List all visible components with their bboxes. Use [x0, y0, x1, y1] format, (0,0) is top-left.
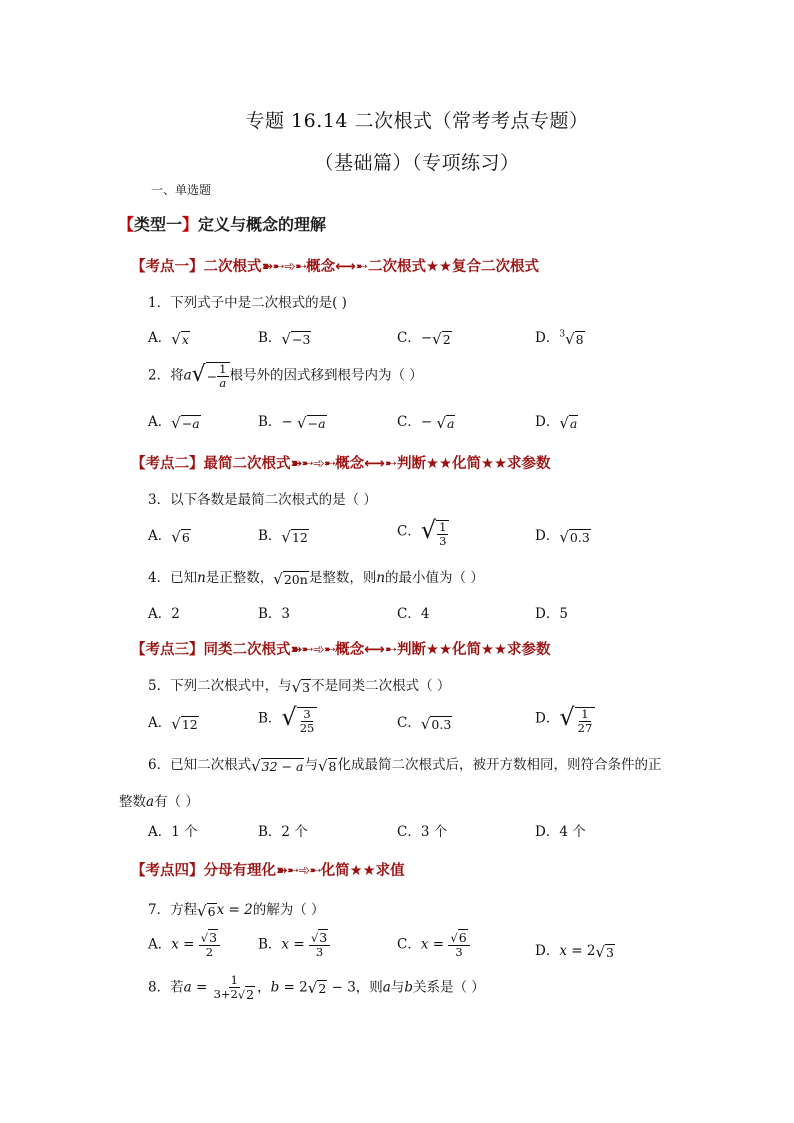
type-label: 类型一	[134, 215, 183, 234]
radical: √−3	[281, 329, 311, 348]
arrow-icon: ➽➸➾➸	[261, 259, 307, 275]
kaodian-4-heading	[131, 859, 405, 880]
q1-option-d: D．$^3$√8	[535, 329, 584, 348]
kaodian-1-heading	[131, 255, 539, 276]
radical: √x	[171, 329, 189, 348]
q5-option-a: A．√12	[148, 714, 198, 733]
kaodian-text: 化简★★求值	[320, 863, 405, 879]
radical: √3	[291, 677, 311, 696]
kaodian-text: 概念⟷➸二次根式★★复合二次根式	[306, 259, 540, 275]
q2-option-c: C．− √a	[397, 413, 455, 432]
question-6-stem-line2: 整数a有（ ）	[119, 794, 199, 810]
type-text: 定义与概念的理解	[198, 215, 327, 234]
question-4-stem: 4．已知n是正整数，√20n是整数，则n的最小值为（ ）	[148, 569, 484, 588]
question-5-stem: 5．下列二次根式中，与√3不是同类二次根式（ ）	[148, 677, 451, 696]
q5-option-d: D．√ $\frac{1}{27}$	[535, 703, 595, 735]
q7-option-c: C．x = $\frac{√6}{3}$	[397, 931, 470, 959]
kaodian-text: 概念⟷➸判断★★化简★★求参数	[335, 642, 551, 658]
radical: √a	[436, 413, 455, 432]
q6-option-d: D．4 个	[535, 824, 586, 840]
radical: √8	[565, 329, 584, 348]
q3-option-a: A．√6	[148, 527, 190, 546]
q2-option-a: A．√−a	[148, 413, 200, 432]
radical: √6	[197, 901, 216, 920]
radical: √6	[171, 527, 190, 546]
radical: √−a	[171, 413, 200, 432]
radical: √0.3	[420, 714, 452, 733]
kaodian-text: 概念⟷➸判断★★化简★★求参数	[335, 456, 551, 472]
radical: √12	[281, 527, 308, 546]
question-7-stem: 7．方程√6x = 2的解为（ ）	[148, 901, 325, 920]
radical: √3	[595, 942, 614, 961]
q5-option-b: B．√ $\frac{3}{25}$	[258, 703, 317, 735]
section-heading: 一、单选题	[151, 183, 212, 197]
radical: √8	[317, 756, 337, 775]
arrow-icon: ➽➸➾➸	[290, 456, 336, 472]
q3-option-c: C．√ $\frac{1}{3}$	[397, 516, 449, 548]
q1-option-c: C．−√2	[397, 329, 451, 348]
q6-option-b: B．2 个	[258, 824, 308, 840]
q7-option-d: D．x = 2√3	[535, 942, 614, 961]
kaodian-2-heading	[131, 452, 551, 473]
q2-option-d: D．√a	[535, 413, 578, 432]
q3-option-b: B．√12	[258, 527, 308, 546]
radical: √−a	[297, 413, 326, 432]
question-3-stem: 3．以下各数是最简二次根式的是（ ）	[148, 492, 377, 508]
q1-option-b: B．√−3	[258, 329, 311, 348]
type-heading	[118, 212, 326, 235]
q5-option-c: C．√0.3	[397, 714, 452, 733]
question-6-stem: 6．已知二次根式√32 − a与√8化成最简二次根式后，被开方数相同，则符合条件的正	[148, 756, 662, 775]
question-1-stem: 1．下列式子中是二次根式的是( )	[148, 295, 347, 311]
kaodian-tag: 【考点四】分母有理化	[131, 863, 276, 879]
q1-option-a: A．√x	[148, 329, 189, 348]
radical: √32 − a	[251, 756, 304, 775]
radical: √0.3	[559, 527, 590, 546]
page-subtitle: （基础篇）（专项练习）	[314, 152, 520, 174]
q7-option-a: A．x = $\frac{√3}{2}$	[148, 931, 220, 959]
radical: √ $\frac{1}{3}$	[421, 516, 450, 548]
question-8-stem: 8．若a = $\frac{1}{3+2√2}$ ，b = 2√2 − 3，则a与b关系是（ ）	[148, 973, 485, 1002]
radical: √a	[559, 413, 578, 432]
radical: √2	[307, 979, 327, 997]
q4-option-a: A．2	[148, 606, 180, 622]
question-2-stem: 2．将a√ − $\frac{1}{a}$ 根号外的因式移到根号内为（ ）	[148, 362, 423, 390]
q6-option-c: C．3 个	[397, 824, 448, 840]
q4-option-c: C．4	[397, 606, 430, 622]
q2-option-b: B．− √−a	[258, 413, 326, 432]
q4-option-d: D．5	[535, 606, 568, 622]
radical: √2	[432, 329, 451, 348]
kaodian-tag: 【考点三】同类二次根式	[131, 642, 291, 658]
radical: √ $\frac{1}{27}$	[559, 703, 595, 735]
q3-option-d: D．√0.3	[535, 527, 590, 546]
kaodian-tag: 【考点一】二次根式	[131, 259, 262, 275]
radical: √20n	[273, 569, 308, 588]
type-bracket-open: 【	[118, 215, 135, 234]
arrow-icon: ➽➸➾➸	[276, 863, 321, 879]
kaodian-tag: 【考点二】最简二次根式	[131, 456, 291, 472]
radical: √ $\frac{3}{25}$	[281, 703, 317, 735]
q6-option-a: A．1 个	[148, 824, 198, 840]
page-title: 专题 16.14 二次根式（常考考点专题）	[245, 110, 589, 132]
arrow-icon: ➽➸➾➸	[290, 642, 336, 658]
q4-option-b: B．3	[258, 606, 291, 622]
q7-option-b: B．x = $\frac{√3}{3}$	[258, 931, 330, 959]
radical: √12	[171, 714, 198, 733]
type-bracket-close: 】	[182, 215, 199, 234]
radical: √ − $\frac{1}{a}$	[192, 362, 230, 390]
kaodian-3-heading	[131, 638, 551, 659]
